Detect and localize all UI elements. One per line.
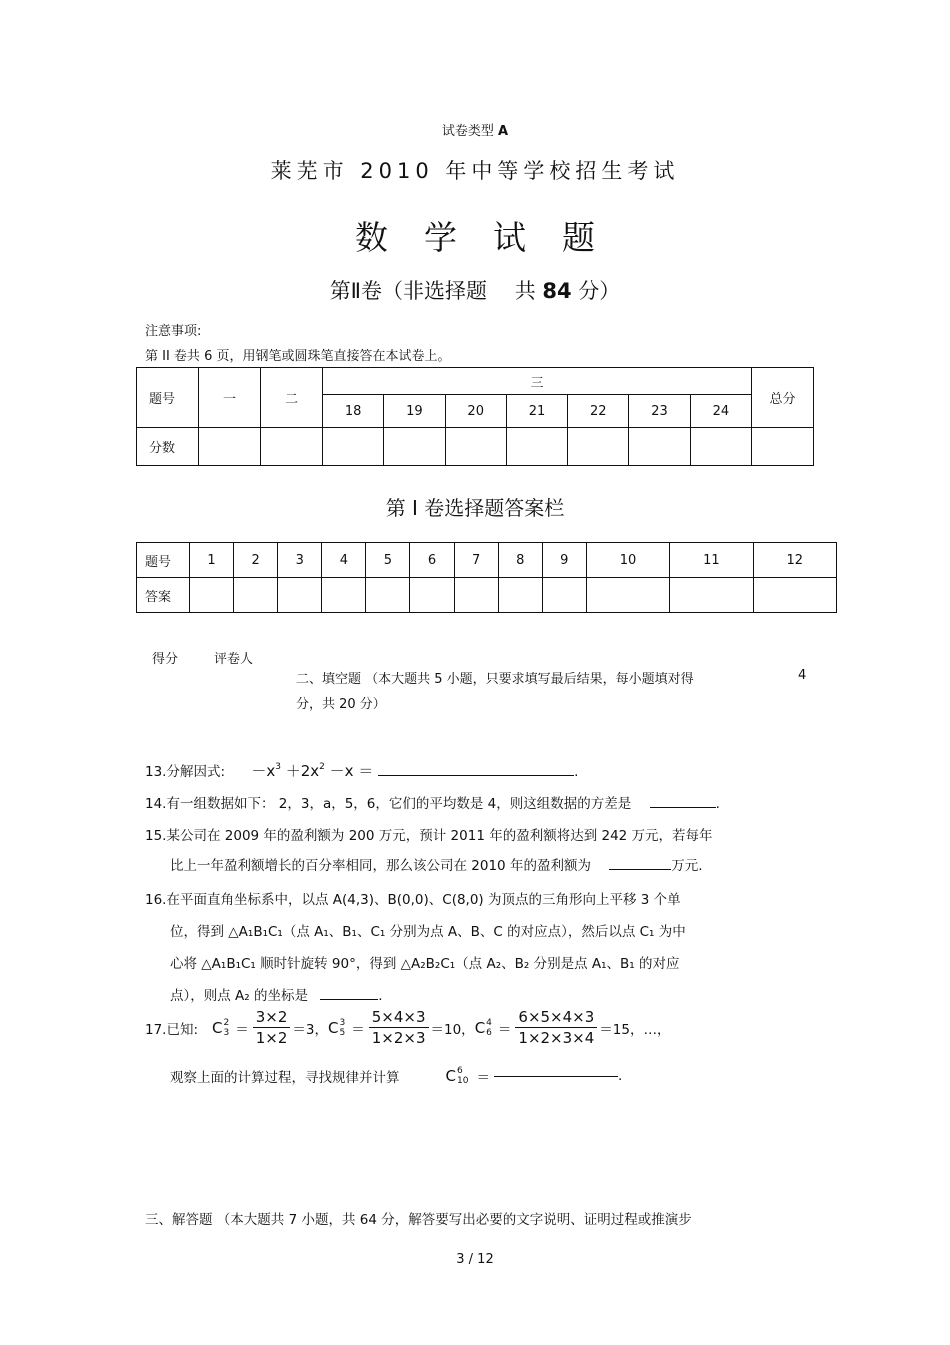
solve-section-instruction: 三、解答题 （本大题共 7 小题，共 64 分，解答要写出必要的文字说明、证明过程或推演步 (145, 1212, 692, 1228)
q16-text: 点），则点 A₂ 的坐标是 (170, 988, 308, 1004)
section2-points: 84 (542, 279, 572, 303)
answer-table-number: 3 (278, 543, 322, 578)
question-16-line4: 点），则点 A₂ 的坐标是 . (170, 988, 383, 1004)
answer-table-number: 12 (753, 543, 836, 578)
question-16-line2: 位，得到 △A₁B₁C₁（点 A₁、B₁、C₁ 分别为点 A、B、C 的对应点），然后以点 C₁ 为中 (170, 924, 686, 940)
answer-table-answer-label: 答案 (137, 578, 190, 613)
answer-table-number: 9 (542, 543, 586, 578)
answer-table-number: 8 (498, 543, 542, 578)
fill-in-instruction-cont: 分，共 20 分） (296, 697, 386, 712)
answer-table-number: 4 (322, 543, 366, 578)
q13-term: －x (251, 762, 276, 780)
question-13: 13.分解因式: $-x^3 +2x^2 -x$ ＝ . (145, 762, 579, 780)
answer-table-number: 6 (410, 543, 454, 578)
question-14: 14.有一组数据如下： 2，3，a，5，6，它们的平均数是 4，则这组数据的方差是 . (145, 796, 720, 812)
q17-comb-c3-2: C 2 3 (212, 1017, 230, 1038)
question-16-line1: 16.在平面直角坐标系中，以点 A(4,3)、B(0,0)、C(8,0) 为顶点的三角形向上平移 3 个单 (145, 892, 681, 908)
section2-heading (0, 275, 950, 305)
score-table-subcol: 22 (568, 395, 629, 428)
answer-cell[interactable] (234, 578, 278, 613)
score-table (136, 367, 814, 466)
score-cell[interactable] (568, 428, 629, 466)
q13-prefix: 13.分解因式: (145, 764, 226, 780)
fill-in-instruction: 二、填空题 （本大题共 5 小题，只要求填写最后结果，每小题填对得 (296, 672, 694, 687)
question-17-line2: 观察上面的计算过程，寻找规律并计算 C 6 10 ＝ . (170, 1066, 623, 1086)
q14-text: 14.有一组数据如下： 2，3，a，5，6，它们的平均数是 4，则这组数据的方差是 (145, 796, 632, 812)
q17-equals: ＝ (476, 1070, 490, 1086)
q14-answer-blank[interactable] (650, 807, 716, 808)
answer-cell[interactable] (278, 578, 322, 613)
answer-cell[interactable] (410, 578, 454, 613)
question-17-line1: 17.已知: C 2 3 ＝ $\frac{3\times 2}{1\times 2}$ ＝3， C 3 5 ＝ $\frac{5\times 4\times 3}{1\times 2\times 3}$ ＝10， C 4 6 ＝ $\frac{6\times 5\times 4\times 3}{1\times 2\times 3\times 4}$ ＝15，…， (145, 1008, 671, 1047)
answer-cell[interactable] (586, 578, 669, 613)
score-table-subcol: 24 (690, 395, 751, 428)
score-table-subcol: 20 (445, 395, 506, 428)
score-table-subcol: 23 (629, 395, 690, 428)
q13-term: －x ＝ (329, 762, 374, 780)
answer-table-number: 7 (454, 543, 498, 578)
q13-term: ＋2x (285, 762, 320, 780)
score-cell[interactable] (690, 428, 751, 466)
q17-answer-blank[interactable] (494, 1076, 618, 1077)
score-cell[interactable] (323, 428, 384, 466)
grader-score-label: 得分 (152, 652, 179, 667)
q17-fraction-1: $\frac{3\times 2}{1\times 2}$ (253, 1008, 291, 1047)
answer-table (136, 542, 837, 613)
score-table-part1: 一 (199, 368, 261, 428)
subject-title: 数学试题 (355, 218, 631, 257)
answer-table-number: 1 (190, 543, 234, 578)
score-cell[interactable] (384, 428, 445, 466)
answer-cell[interactable] (190, 578, 234, 613)
score-cell[interactable] (752, 428, 814, 466)
q17-fraction-2: $\frac{5\times 4\times 3}{1\times 2\times 3}$ (369, 1008, 429, 1047)
score-cell[interactable] (261, 428, 323, 466)
q17-comb-c5-3: C 3 5 (328, 1017, 346, 1038)
answer-cell[interactable] (498, 578, 542, 613)
notes-text: 第 II 卷共 6 页，用钢笔或圆珠笔直接答在本试卷上。 (145, 349, 451, 364)
answer-cell[interactable] (454, 578, 498, 613)
q17-instruction: 观察上面的计算过程，寻找规律并计算 (170, 1070, 400, 1086)
q13-exponent: 3 (275, 762, 281, 772)
q17-result-2: ＝10， (430, 1021, 475, 1038)
exam-type-letter: A (498, 124, 509, 139)
score-table-part2: 二 (261, 368, 323, 428)
question-16-line3: 心将 △A₁B₁C₁ 顺时针旋转 90°，得到 △A₂B₂C₁（点 A₂、B₂ 分别是点 A₁、B₁ 的对应 (170, 956, 680, 972)
score-table-total: 总分 (752, 368, 814, 428)
q17-prefix: 17.已知: (145, 1021, 199, 1038)
exam-type-label: 试卷类型 (441, 124, 494, 139)
answer-table-row-label: 题号 (137, 543, 190, 578)
q16-answer-blank[interactable] (320, 999, 378, 1000)
section2-title-pre: 第Ⅱ卷（非选择题 共 (329, 279, 543, 303)
exam-type (0, 120, 950, 139)
question-15-line2 (170, 854, 703, 874)
q13-exponent: 2 (319, 762, 325, 772)
score-table-subcol: 21 (506, 395, 567, 428)
answer-cell[interactable] (753, 578, 836, 613)
question-15-line1: 15.某公司在 2009 年的盈利额为 200 万元，预计 2011 年的盈利额将达到 242 万元，若每年 (145, 828, 713, 844)
score-table-subcol: 18 (323, 395, 384, 428)
section2-title-post: 分） (571, 279, 621, 303)
score-cell[interactable] (445, 428, 506, 466)
q13-answer-blank[interactable] (378, 775, 574, 776)
score-table-part3: 三 (323, 368, 752, 395)
q15-text: 比上一年盈利额增长的百分率相同，那么该公司在 2010 年的盈利额为 (170, 858, 591, 874)
q15-unit: 万元. (671, 858, 703, 874)
q17-comb-c10-6: C 6 10 (445, 1066, 469, 1086)
grader-person-label: 评卷人 (214, 652, 254, 667)
page-number: 3 / 12 (456, 1252, 494, 1267)
q17-result-3: ＝15，…， (599, 1021, 671, 1038)
answer-cell[interactable] (366, 578, 410, 613)
score-table-score-label: 分数 (137, 428, 199, 466)
answer-section-title: 第 I 卷选择题答案栏 (385, 496, 565, 520)
score-table-row-label: 题号 (137, 368, 199, 428)
notes-title: 注意事项: (145, 324, 202, 339)
exam-title: 莱芜市 2010 年中等学校招生考试 (270, 159, 680, 183)
score-cell[interactable] (629, 428, 690, 466)
answer-cell[interactable] (542, 578, 586, 613)
q15-answer-blank[interactable] (609, 869, 671, 870)
fill-in-points: 4 (798, 668, 807, 683)
answer-cell[interactable] (322, 578, 366, 613)
answer-cell[interactable] (670, 578, 753, 613)
answer-table-number: 5 (366, 543, 410, 578)
q17-fraction-3: $\frac{6\times 5\times 4\times 3}{1\times 2\times 3\times 4}$ (515, 1008, 597, 1047)
q17-comb-c6-4: C 4 6 (474, 1017, 492, 1038)
score-table-subcol: 19 (384, 395, 445, 428)
answer-table-number: 2 (234, 543, 278, 578)
score-cell[interactable] (199, 428, 261, 466)
answer-table-number: 10 (586, 543, 669, 578)
answer-table-number: 11 (670, 543, 753, 578)
score-cell[interactable] (506, 428, 567, 466)
q17-result-1: ＝3， (292, 1021, 328, 1038)
q13-expression (251, 762, 378, 780)
